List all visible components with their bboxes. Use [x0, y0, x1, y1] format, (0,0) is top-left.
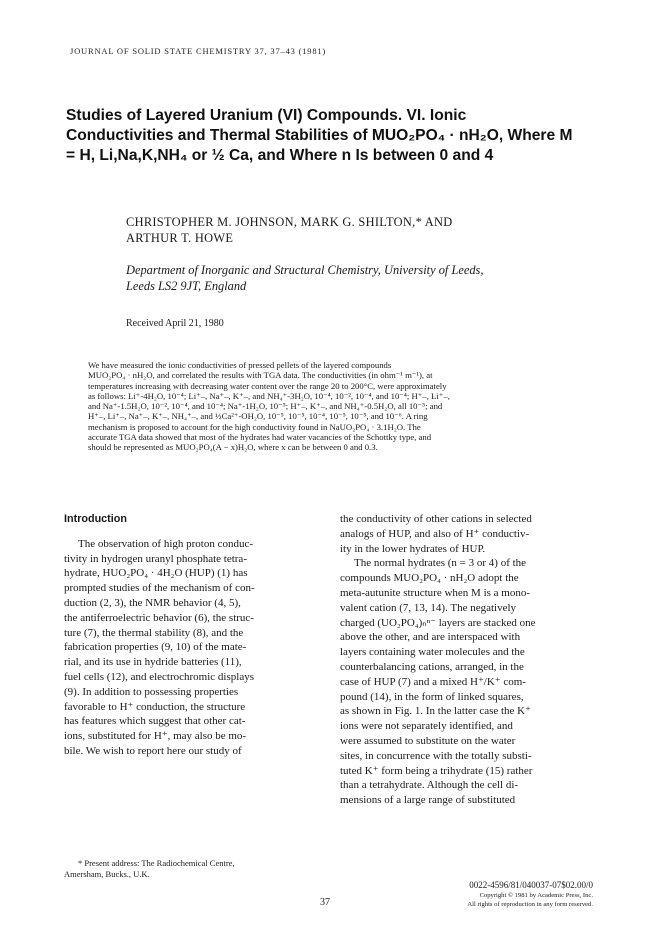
body-line: hydrate, HUO₂PO₄ · 4H₂O (HUP) (1) has: [64, 567, 248, 580]
body-line: charged (UO₂PO₄)ₙⁿ⁻ layers are stacked one: [340, 616, 536, 629]
body-line: mensions of a large range of substituted: [340, 794, 516, 807]
copyright-block: [467, 880, 593, 909]
body-line: rial, and its use in hydride batteries (11),: [64, 656, 242, 669]
running-head: JOURNAL OF SOLID STATE CHEMISTRY 37, 37–43 (1981): [70, 46, 327, 56]
body-line: compounds MUO₂PO₄ · nH₂O adopt the: [340, 572, 519, 585]
rights-line: All rights of reproduction in any form reserved.: [467, 901, 593, 908]
body-line: duction (2, 3), the NMR behavior (4, 5),: [64, 596, 241, 609]
body-line: The observation of high proton conduc-: [78, 537, 254, 550]
body-line: fabrication properties (9, 10) of the mate-: [64, 641, 247, 654]
body-line: valent cation (7, 13, 14). The negatively: [340, 601, 517, 614]
abstract-line: We have measured the ionic conductivities of pressed pellets of the layered compounds: [88, 360, 392, 370]
author-line: CHRISTOPHER M. JOHNSON, MARK G. SHILTON,* AND: [126, 215, 453, 229]
abstract-line: accurate TGA data showed that most of the hydrates had water vacancies of the Schottky type, and: [88, 432, 432, 443]
body-line: the conductivity of other cations in selected: [340, 513, 532, 525]
body-line: layers containing water molecules and the: [340, 646, 525, 659]
body-line: above the other, and are interspaced with: [340, 631, 521, 644]
body-line: than a tetrahydrate. Although the cell di-: [340, 779, 519, 792]
article-title: [66, 106, 606, 166]
received-date: Received April 21, 1980: [126, 318, 224, 329]
title-line: = H, Li,Na,K,NH₄ or ½ Ca, and Where n Is between 0 and 4: [66, 147, 494, 164]
affiliation: [126, 262, 596, 294]
page-number: 37: [320, 897, 330, 908]
abstract-line: H⁺–, Li⁺–, Na⁺–, K⁺–, NH₄⁺–, and ½Ca²⁺-OH₂O, 10⁻⁵, 10⁻⁵, 10⁻⁴, 10⁻⁵, 10⁻⁵, and 10⁻⁶. A ring: [88, 411, 428, 422]
body-line: prompted studies of the mechanism of con-: [64, 582, 255, 595]
title-line: Conductivities and Thermal Stabilities of MUO₂PO₄ · nH₂O, Where M: [66, 127, 573, 144]
body-line: ture (7), the thermal stability (8), and the: [64, 626, 244, 639]
footnote-line: * Present address: The Radiochemical Centre,: [78, 858, 235, 868]
author-list: [126, 214, 453, 246]
abstract-line: MUO₂PO₄ · nH₂O, and correlated the results with TGA data. The conductivities (in ohm⁻¹ m⁻¹), at: [88, 370, 433, 381]
body-line: as shown in Fig. 1. In the latter case the K⁺: [340, 705, 531, 718]
footnote-line: Amersham, Bucks., U.K.: [64, 869, 150, 879]
section-heading-introduction: Introduction: [64, 513, 127, 525]
issn-code: 0022-4596/81/040037-07$02.00/0: [469, 880, 593, 890]
body-line: were assumed to substitute on the water: [340, 734, 516, 747]
body-line: tivity in hydrogen uranyl phosphate tetra-: [64, 552, 247, 565]
abstract-line: mechanism is proposed to account for the high conductivity found in NaUO₂PO₄ · 3.1H₂O. The: [88, 421, 421, 432]
body-line: analogs of HUP, and also of H⁺ conductiv-: [340, 527, 530, 540]
title-line: Studies of Layered Uranium (VI) Compounds. VI. Ionic: [66, 107, 467, 124]
body-line: ity in the lower hydrates of HUP.: [340, 542, 486, 555]
abstract-line: as follows: Li⁺-4H₂O, 10⁻⁴; Li⁺–, Na⁺–, K⁺–, and NH₄⁺-3H₂O, 10⁻⁴, 10⁻², 10⁻⁴, and 10⁻⁴; H⁺–, Li⁺–,: [88, 390, 450, 401]
body-line: The normal hydrates (n = 3 or 4) of the: [354, 557, 527, 570]
body-line: favorable to H⁺ conduction, the structure: [64, 700, 246, 713]
body-line: the antiferroelectric behavior (6), the struc-: [64, 611, 254, 624]
body-line: bile. We wish to report here our study of: [64, 744, 242, 757]
body-line: tuted K⁺ form being a trihydrate (15) rather: [340, 764, 533, 777]
body-line: ions, substituted for H⁺, may also be mo-: [64, 730, 247, 743]
abstract-line: and Na⁺-1.5H₂O, 10⁻², 10⁻⁴, and 10⁻⁴; Na⁺-1H₂O, 10⁻⁵; H⁺–, K⁺–, and NH₄⁺-0.5H₂O, all 10⁻⁵; and: [88, 401, 443, 412]
left-column: [64, 512, 314, 759]
body-line: ions were not separately identified, and: [340, 720, 513, 733]
footnote: [64, 858, 314, 880]
copyright-line: Copyright © 1981 by Academic Press, Inc.: [479, 892, 593, 899]
body-line: case of HUP (7) and a mixed H⁺/K⁺ com-: [340, 675, 526, 688]
body-line: has features which suggest that other cat-: [64, 715, 246, 728]
abstract-line: temperatures increasing with decreasing water content over the range 20 to 200°C, were approximately: [88, 380, 447, 391]
affiliation-line: Leeds LS2 9JT, England: [126, 279, 247, 293]
body-line: counterbalancing cations, arranged, in the: [340, 660, 524, 673]
body-line: meta-autunite structure when M is a mono-: [340, 586, 531, 599]
author-line: ARTHUR T. HOWE: [126, 231, 234, 245]
right-column: [340, 512, 590, 808]
body-line: (9). In addition to possessing properties: [64, 685, 239, 698]
body-line: pound (14), in the form of linked squares,: [340, 690, 524, 703]
body-line: sites, in concurrence with the totally substi-: [340, 749, 532, 762]
abstract: [88, 360, 590, 453]
affiliation-line: Department of Inorganic and Structural Chemistry, University of Leeds,: [126, 263, 484, 277]
abstract-line: should be represented as MUO₂PO₄(A − x)H₂O, where x can be between 0 and 0.3.: [88, 442, 378, 453]
body-line: fuel cells (12), and electrochromic displays: [64, 670, 254, 683]
